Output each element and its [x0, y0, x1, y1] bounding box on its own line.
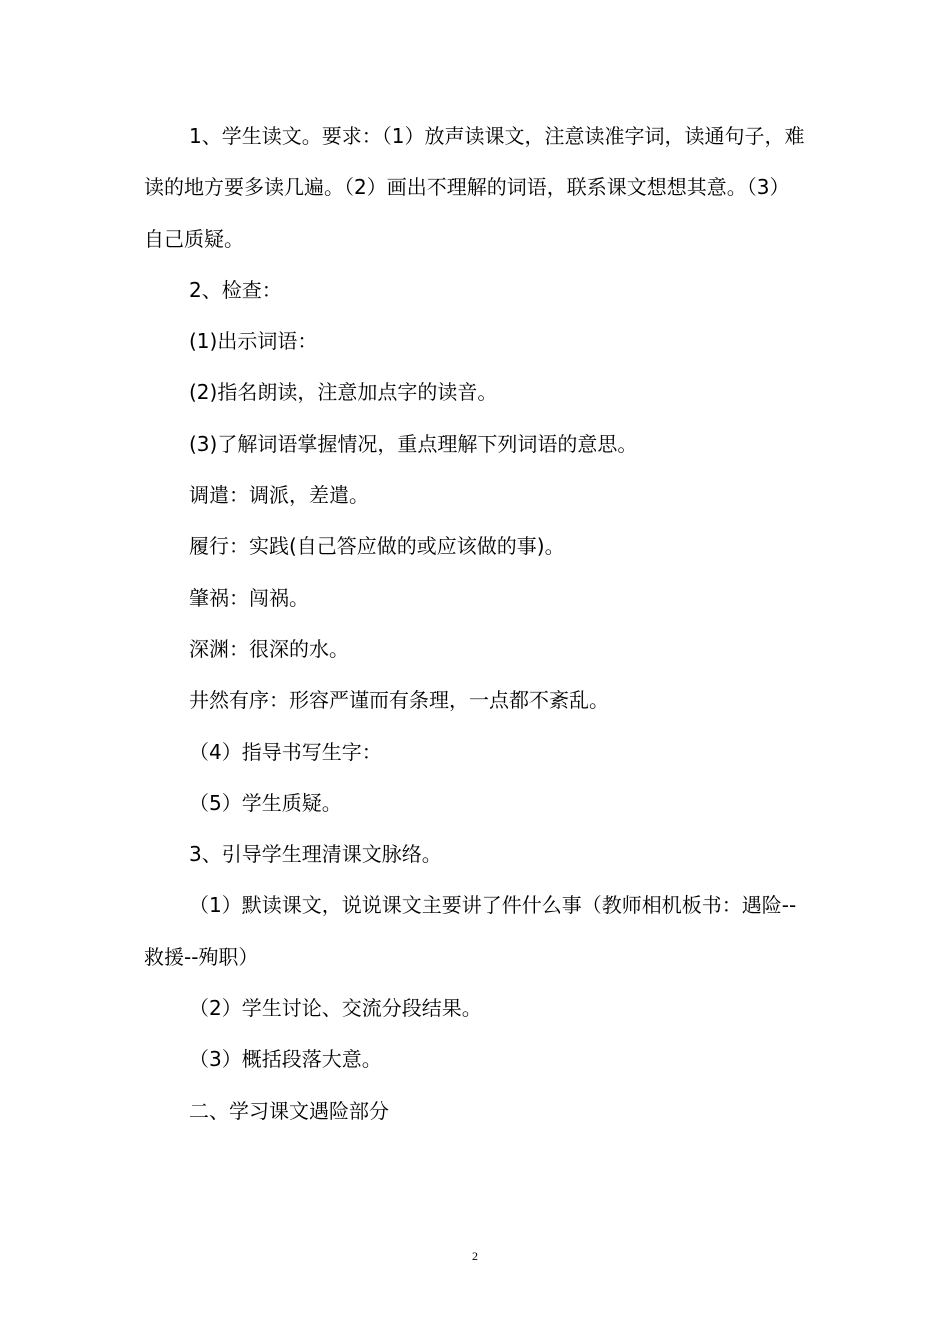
- page-number: 2: [472, 1249, 478, 1263]
- definition-shenyuan: 深渊：很深的水。: [189, 636, 349, 661]
- definition-lvxing: 履行：实践(自己答应做的或应该做的事)。: [189, 534, 565, 559]
- paragraph-write-characters: （4）指导书写生字：: [189, 739, 382, 764]
- definition-diaoqian: 调遣：调派，差遣。: [189, 483, 369, 508]
- definition-jingranyouxu: 井然有序：形容严谨而有条理，一点都不紊乱。: [189, 688, 609, 713]
- paragraph-read-aloud: (2)指名朗读，注意加点字的读音。: [189, 380, 498, 405]
- paragraph-student-questions: （5）学生质疑。: [189, 790, 342, 815]
- paragraph-silent-reading: （1）默读课文，说说课文主要讲了件什么事（教师相机板书：遇险--救援--殉职）: [144, 893, 797, 969]
- definition-zhaohuo: 肇祸：闯祸。: [189, 585, 309, 610]
- paragraph-text-structure: 3、引导学生理清课文脉络。: [189, 842, 442, 867]
- paragraph-summarize: （3）概括段落大意。: [189, 1047, 382, 1072]
- paragraph-show-words: (1)出示词语：: [189, 329, 318, 354]
- section-heading-two: 二、学习课文遇险部分: [189, 1098, 389, 1123]
- paragraph-discussion: （2）学生讨论、交流分段结果。: [189, 996, 482, 1021]
- paragraph-check-heading: 2、检查：: [189, 277, 282, 302]
- paragraph-reading-requirements: 1、学生读文。要求：（1）放声读课文，注意读准字词，读通句子，难读的地方要多读几遍。（2）画出不理解的词语，联系课文想想其意。（3）自己质疑。: [144, 124, 805, 251]
- document-body: [144, 111, 808, 1137]
- paragraph-understand-words: (3)了解词语掌握情况，重点理解下列词语的意思。: [189, 431, 638, 456]
